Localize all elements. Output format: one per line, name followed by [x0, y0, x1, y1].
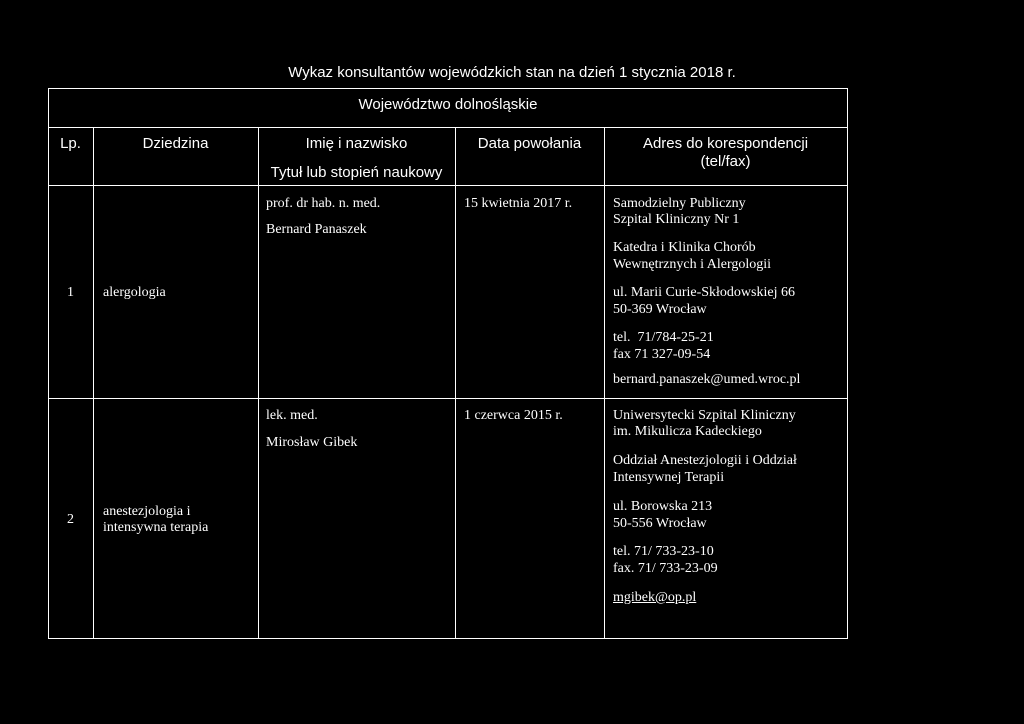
row-1-title: prof. dr hab. n. med.: [266, 196, 381, 211]
row-1-date: 15 kwietnia 2017 r.: [464, 196, 573, 211]
row-1-fax: fax 71 327-09-54: [613, 347, 711, 362]
header-lp: Lp.: [60, 135, 81, 152]
header-name: Imię i nazwisko: [305, 135, 408, 152]
row-divider: [48, 398, 848, 399]
header-degree: Tytuł lub stopień naukowy: [270, 164, 443, 181]
header-row-divider: [48, 185, 848, 186]
row-2-email-link[interactable]: mgibek@op.pl: [613, 590, 697, 605]
row-2-fax: fax. 71/ 733-23-09: [613, 561, 718, 576]
row-2-phone: tel. 71/ 733-23-10: [613, 544, 714, 559]
row-2-address-line: im. Mikulicza Kadeckiego: [613, 424, 762, 439]
header-field: Dziedzina: [142, 135, 209, 152]
row-1-address-line: Wewnętrznych i Alergologii: [613, 257, 772, 272]
header-address: Adres do korespondencji: [642, 135, 809, 152]
row-2-name: Mirosław Gibek: [266, 435, 358, 450]
row-1-field: alergologia: [103, 285, 166, 300]
region-row-divider: [48, 127, 848, 128]
row-2-address-line: ul. Borowska 213: [613, 499, 713, 514]
row-2-title: lek. med.: [266, 408, 318, 423]
column-divider: [93, 127, 94, 639]
row-1-lp: 1: [67, 285, 74, 300]
row-1-address-line: Samodzielny Publiczny: [613, 196, 746, 211]
row-1-address-line: Katedra i Klinika Chorób: [613, 240, 756, 255]
row-1-name: Bernard Panaszek: [266, 222, 367, 237]
row-1-phone: tel. 71/784-25-21: [613, 330, 714, 345]
row-2-field: intensywna terapia: [103, 520, 209, 535]
row-2-lp: 2: [67, 512, 74, 527]
row-1-address-line: Szpital Kliniczny Nr 1: [613, 212, 740, 227]
table-border-top: [48, 88, 848, 89]
table-border-right: [847, 88, 848, 639]
row-1-address-line: ul. Marii Curie-Skłodowskiej 66: [613, 285, 795, 300]
document-title: Wykaz konsultantów wojewódzkich stan na dzień 1 stycznia 2018 r.: [288, 64, 736, 81]
column-divider: [604, 127, 605, 639]
row-2-address-line: Oddział Anestezjologii i Oddział: [613, 453, 797, 468]
table-border-left: [48, 88, 49, 639]
header-date: Data powołania: [477, 135, 582, 152]
region-label: Województwo dolnośląskie: [358, 96, 538, 113]
header-address-sub: (tel/fax): [700, 153, 751, 170]
row-1-address-line: 50-369 Wrocław: [613, 302, 707, 317]
table-border-bottom: [48, 638, 848, 639]
row-1-email: bernard.panaszek@umed.wroc.pl: [613, 372, 801, 387]
row-2-address-line: Uniwersytecki Szpital Kliniczny: [613, 408, 796, 423]
column-divider: [455, 127, 456, 639]
row-2-field: anestezjologia i: [103, 504, 191, 519]
row-2-address-line: Intensywnej Terapii: [613, 470, 725, 485]
row-2-address-line: 50-556 Wrocław: [613, 516, 707, 531]
column-divider: [258, 127, 259, 639]
row-2-date: 1 czerwca 2015 r.: [464, 408, 563, 423]
